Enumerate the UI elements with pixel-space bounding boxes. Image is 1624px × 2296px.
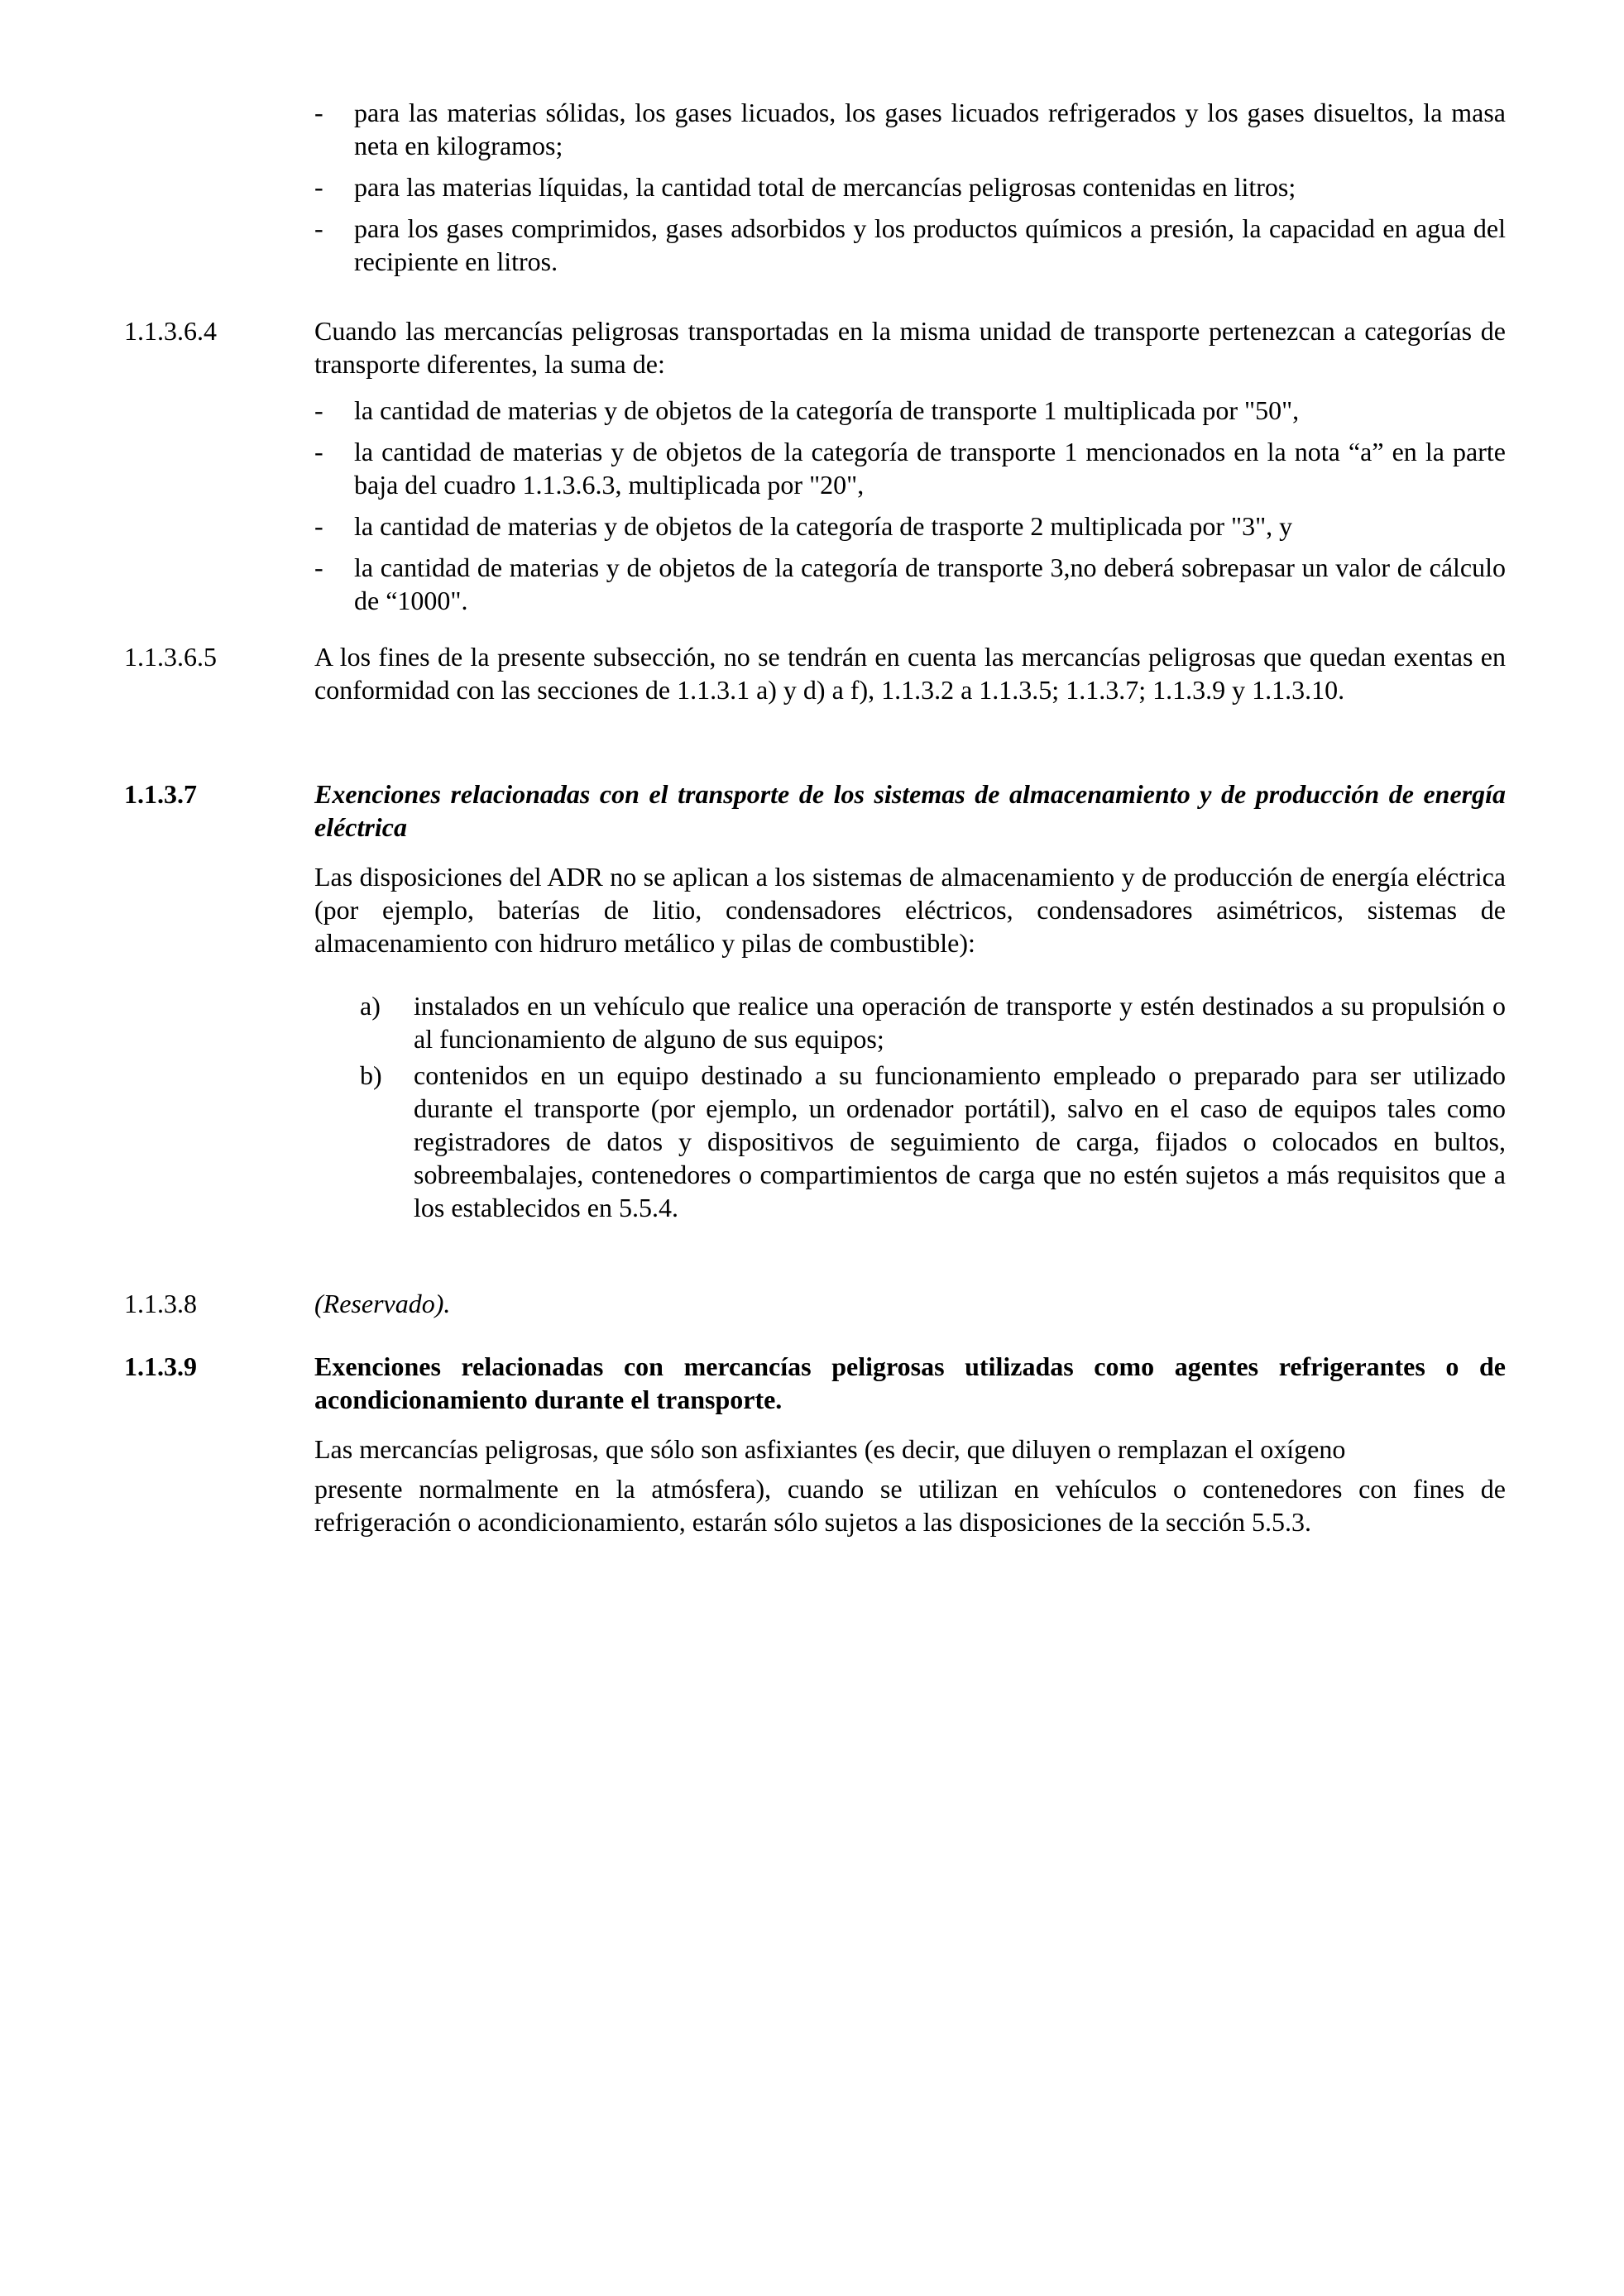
section-text-line1: Las mercancías peligrosas, que sólo son asfixiantes (es decir, que diluyen o remplazan el oxígeno bbox=[314, 1434, 1346, 1464]
list-item-text: instalados en un vehículo que realice una operación de transporte y estén destinados a su propulsión o al funcionamiento de alguno de sus equipos; bbox=[414, 991, 1506, 1054]
section-number: 1.1.3.9 bbox=[124, 1351, 197, 1381]
dash-marker: - bbox=[314, 172, 323, 202]
list-item bbox=[314, 435, 1506, 501]
dash-marker: - bbox=[314, 511, 323, 541]
list-item bbox=[314, 989, 1506, 1055]
section-number: 1.1.3.6.4 bbox=[124, 316, 217, 346]
section-title: Exenciones relacionadas con el transporte de los sistemas de almacenamiento y de producción de energía eléctrica bbox=[314, 779, 1506, 842]
section-body bbox=[314, 314, 1506, 617]
list-item bbox=[314, 170, 1506, 203]
section-body bbox=[314, 1350, 1506, 1538]
section-text: (Reservado). bbox=[314, 1289, 451, 1318]
intro-dash-list bbox=[314, 96, 1506, 278]
list-item bbox=[314, 1059, 1506, 1224]
list-item-text: para las materias líquidas, la cantidad total de mercancías peligrosas contenidas en litros; bbox=[354, 172, 1296, 202]
list-item bbox=[314, 212, 1506, 278]
list-item-text: la cantidad de materias y de objetos de la categoría de transporte 1 mencionados en la nota “a” en la parte baja del cuadro 1.1.3.6.3, multiplicada por "20", bbox=[354, 437, 1506, 500]
section-number: 1.1.3.6.5 bbox=[124, 642, 217, 672]
list-item bbox=[314, 394, 1506, 427]
list-item bbox=[314, 96, 1506, 162]
section-text: A los fines de la presente subsección, no se tendrán en cuenta las mercancías peligrosas que quedan exentas en conformidad con las secciones de 1.1.3.1 a) y d) a f), 1.1.3.2 a 1.1.3.5; 1.1.3.7; 1.1.3.9 y 1.1.3.10. bbox=[314, 642, 1506, 705]
section-body bbox=[314, 1287, 1506, 1320]
sum-dash-list bbox=[314, 394, 1506, 617]
section-title: Exenciones relacionadas con mercancías peligrosas utilizadas como agentes refrigerantes o de acondicionamiento durante el transporte. bbox=[314, 1351, 1506, 1414]
section-text-rest: presente normalmente en la atmósfera), cuando se utilizan en vehículos o contenedores con fines de refrigeración o acondicionamiento, estarán sólo sujetos a las disposiciones de la sección 5.5.3. bbox=[314, 1474, 1506, 1537]
dash-marker: - bbox=[314, 395, 323, 425]
dash-marker: - bbox=[314, 552, 323, 582]
intro-list-col bbox=[314, 96, 1506, 278]
section-number: 1.1.3.7 bbox=[124, 779, 197, 809]
list-marker: b) bbox=[360, 1060, 382, 1090]
section-body bbox=[314, 777, 1506, 1224]
section-number: 1.1.3.8 bbox=[124, 1289, 197, 1318]
section-text: Cuando las mercancías peligrosas transportadas en la misma unidad de transporte pertenezcan a categorías de transporte diferentes, la suma de: bbox=[314, 316, 1506, 379]
dash-marker: - bbox=[314, 98, 323, 127]
list-item-text: para las materias sólidas, los gases licuados, los gases licuados refrigerados y los gases disueltos, la masa neta en kilogramos; bbox=[354, 98, 1506, 160]
list-item-text: la cantidad de materias y de objetos de la categoría de transporte 3,no deberá sobrepasar un valor de cálculo de “1000". bbox=[354, 552, 1506, 615]
list-item bbox=[314, 509, 1506, 543]
dash-marker: - bbox=[314, 437, 323, 466]
list-item-text: la cantidad de materias y de objetos de la categoría de trasporte 2 multiplicada por "3", y bbox=[354, 511, 1293, 541]
list-marker: a) bbox=[360, 991, 381, 1021]
section-body bbox=[314, 640, 1506, 706]
list-item bbox=[314, 551, 1506, 617]
list-item-text: la cantidad de materias y de objetos de la categoría de transporte 1 multiplicada por "50", bbox=[354, 395, 1300, 425]
alpha-list bbox=[314, 989, 1506, 1224]
list-item-text: para los gases comprimidos, gases adsorbidos y los productos químicos a presión, la capacidad en agua del recipiente en litros. bbox=[354, 213, 1506, 276]
list-item-text: contenidos en un equipo destinado a su funcionamiento empleado o preparado para ser utilizado durante el transporte (por ejemplo, un ordenador portátil), salvo en el caso de equipos tales como registradores de datos y dispositivos de seguimiento de carga, fijados o colocados en bultos, sobreembalajes, contenedores o compartimientos de carga que no estén sujetos a más requisitos que a los establecidos en 5.5.4. bbox=[414, 1060, 1506, 1222]
dash-marker: - bbox=[314, 213, 323, 243]
section-text: Las disposiciones del ADR no se aplican a los sistemas de almacenamiento y de producción de energía eléctrica (por ejemplo, baterías de litio, condensadores eléctricos, condensadores asimétricos, sistemas de almacenamiento con hidruro metálico y pilas de combustible): bbox=[314, 862, 1506, 958]
